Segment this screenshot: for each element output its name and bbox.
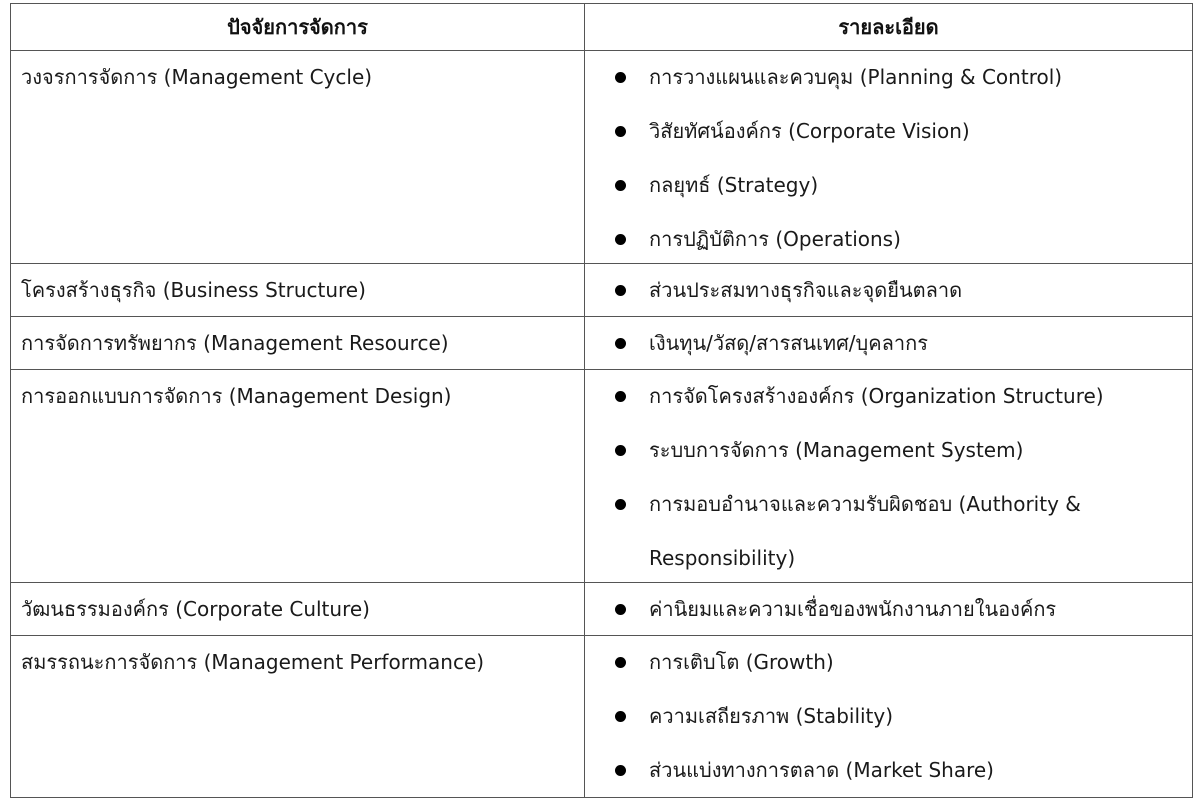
details-cell: [585, 583, 1193, 636]
management-factors-table: [10, 3, 1193, 798]
details-list: [585, 370, 1192, 578]
bullet-icon: [615, 499, 626, 510]
list-item: การเติบโต (Growth): [585, 648, 1192, 676]
list-item: ระบบการจัดการ (Management System): [585, 436, 1192, 464]
details-list: [585, 51, 1192, 259]
header-details: รายละเอียด: [585, 4, 1193, 51]
bullet-icon: [615, 445, 626, 456]
details-cell: [585, 370, 1193, 583]
list-item: การจัดโครงสร้างองค์กร (Organization Structure): [585, 382, 1192, 410]
table-row: [11, 636, 1193, 798]
bullet-icon: [615, 711, 626, 722]
factor-cell: วงจรการจัดการ (Management Cycle): [11, 51, 585, 264]
bullet-icon: [615, 657, 626, 668]
list-item: เงินทุน/วัสดุ/สารสนเทศ/บุคลากร: [585, 329, 1192, 357]
list-item-continuation: Responsibility): [649, 546, 796, 570]
details-cell: [585, 636, 1193, 798]
details-list: [585, 636, 1192, 790]
table-row: [11, 264, 1193, 317]
table-row: [11, 583, 1193, 636]
management-factors-table-container: [10, 3, 1192, 798]
details-cell: [585, 264, 1193, 317]
header-factor: ปัจจัยการจัดการ: [11, 4, 585, 51]
bullet-icon: [615, 126, 626, 137]
details-list: [585, 317, 1192, 363]
bullet-icon: [615, 234, 626, 245]
list-item: ส่วนแบ่งทางการตลาด (Market Share): [585, 756, 1192, 784]
details-list: [585, 264, 1192, 310]
table-row: [11, 317, 1193, 370]
list-item: การวางแผนและควบคุม (Planning & Control): [585, 63, 1192, 91]
table-row: [11, 370, 1193, 583]
factor-cell: โครงสร้างธุรกิจ (Business Structure): [11, 264, 585, 317]
list-item: ความเสถียรภาพ (Stability): [585, 702, 1192, 730]
details-cell: [585, 51, 1193, 264]
bullet-icon: [615, 391, 626, 402]
list-item: ส่วนประสมทางธุรกิจและจุดยืนตลาด: [585, 276, 1192, 304]
bullet-icon: [615, 72, 626, 83]
list-item: วิสัยทัศน์องค์กร (Corporate Vision): [585, 117, 1192, 145]
bullet-icon: [615, 604, 626, 615]
table-header-row: [11, 4, 1193, 51]
list-item: การมอบอำนาจและความรับผิดชอบ (Authority & Responsibility): [585, 490, 1192, 572]
factor-cell: วัฒนธรรมองค์กร (Corporate Culture): [11, 583, 585, 636]
factor-cell: การจัดการทรัพยากร (Management Resource): [11, 317, 585, 370]
details-list: [585, 583, 1192, 629]
list-item: ค่านิยมและความเชื่อของพนักงานภายในองค์กร: [585, 595, 1192, 623]
factor-cell: การออกแบบการจัดการ (Management Design): [11, 370, 585, 583]
bullet-icon: [615, 338, 626, 349]
list-item: การปฏิบัติการ (Operations): [585, 225, 1192, 253]
factor-cell: สมรรถนะการจัดการ (Management Performance): [11, 636, 585, 798]
bullet-icon: [615, 285, 626, 296]
list-item: กลยุทธ์ (Strategy): [585, 171, 1192, 199]
details-cell: [585, 317, 1193, 370]
bullet-icon: [615, 765, 626, 776]
bullet-icon: [615, 180, 626, 191]
table-row: [11, 51, 1193, 264]
